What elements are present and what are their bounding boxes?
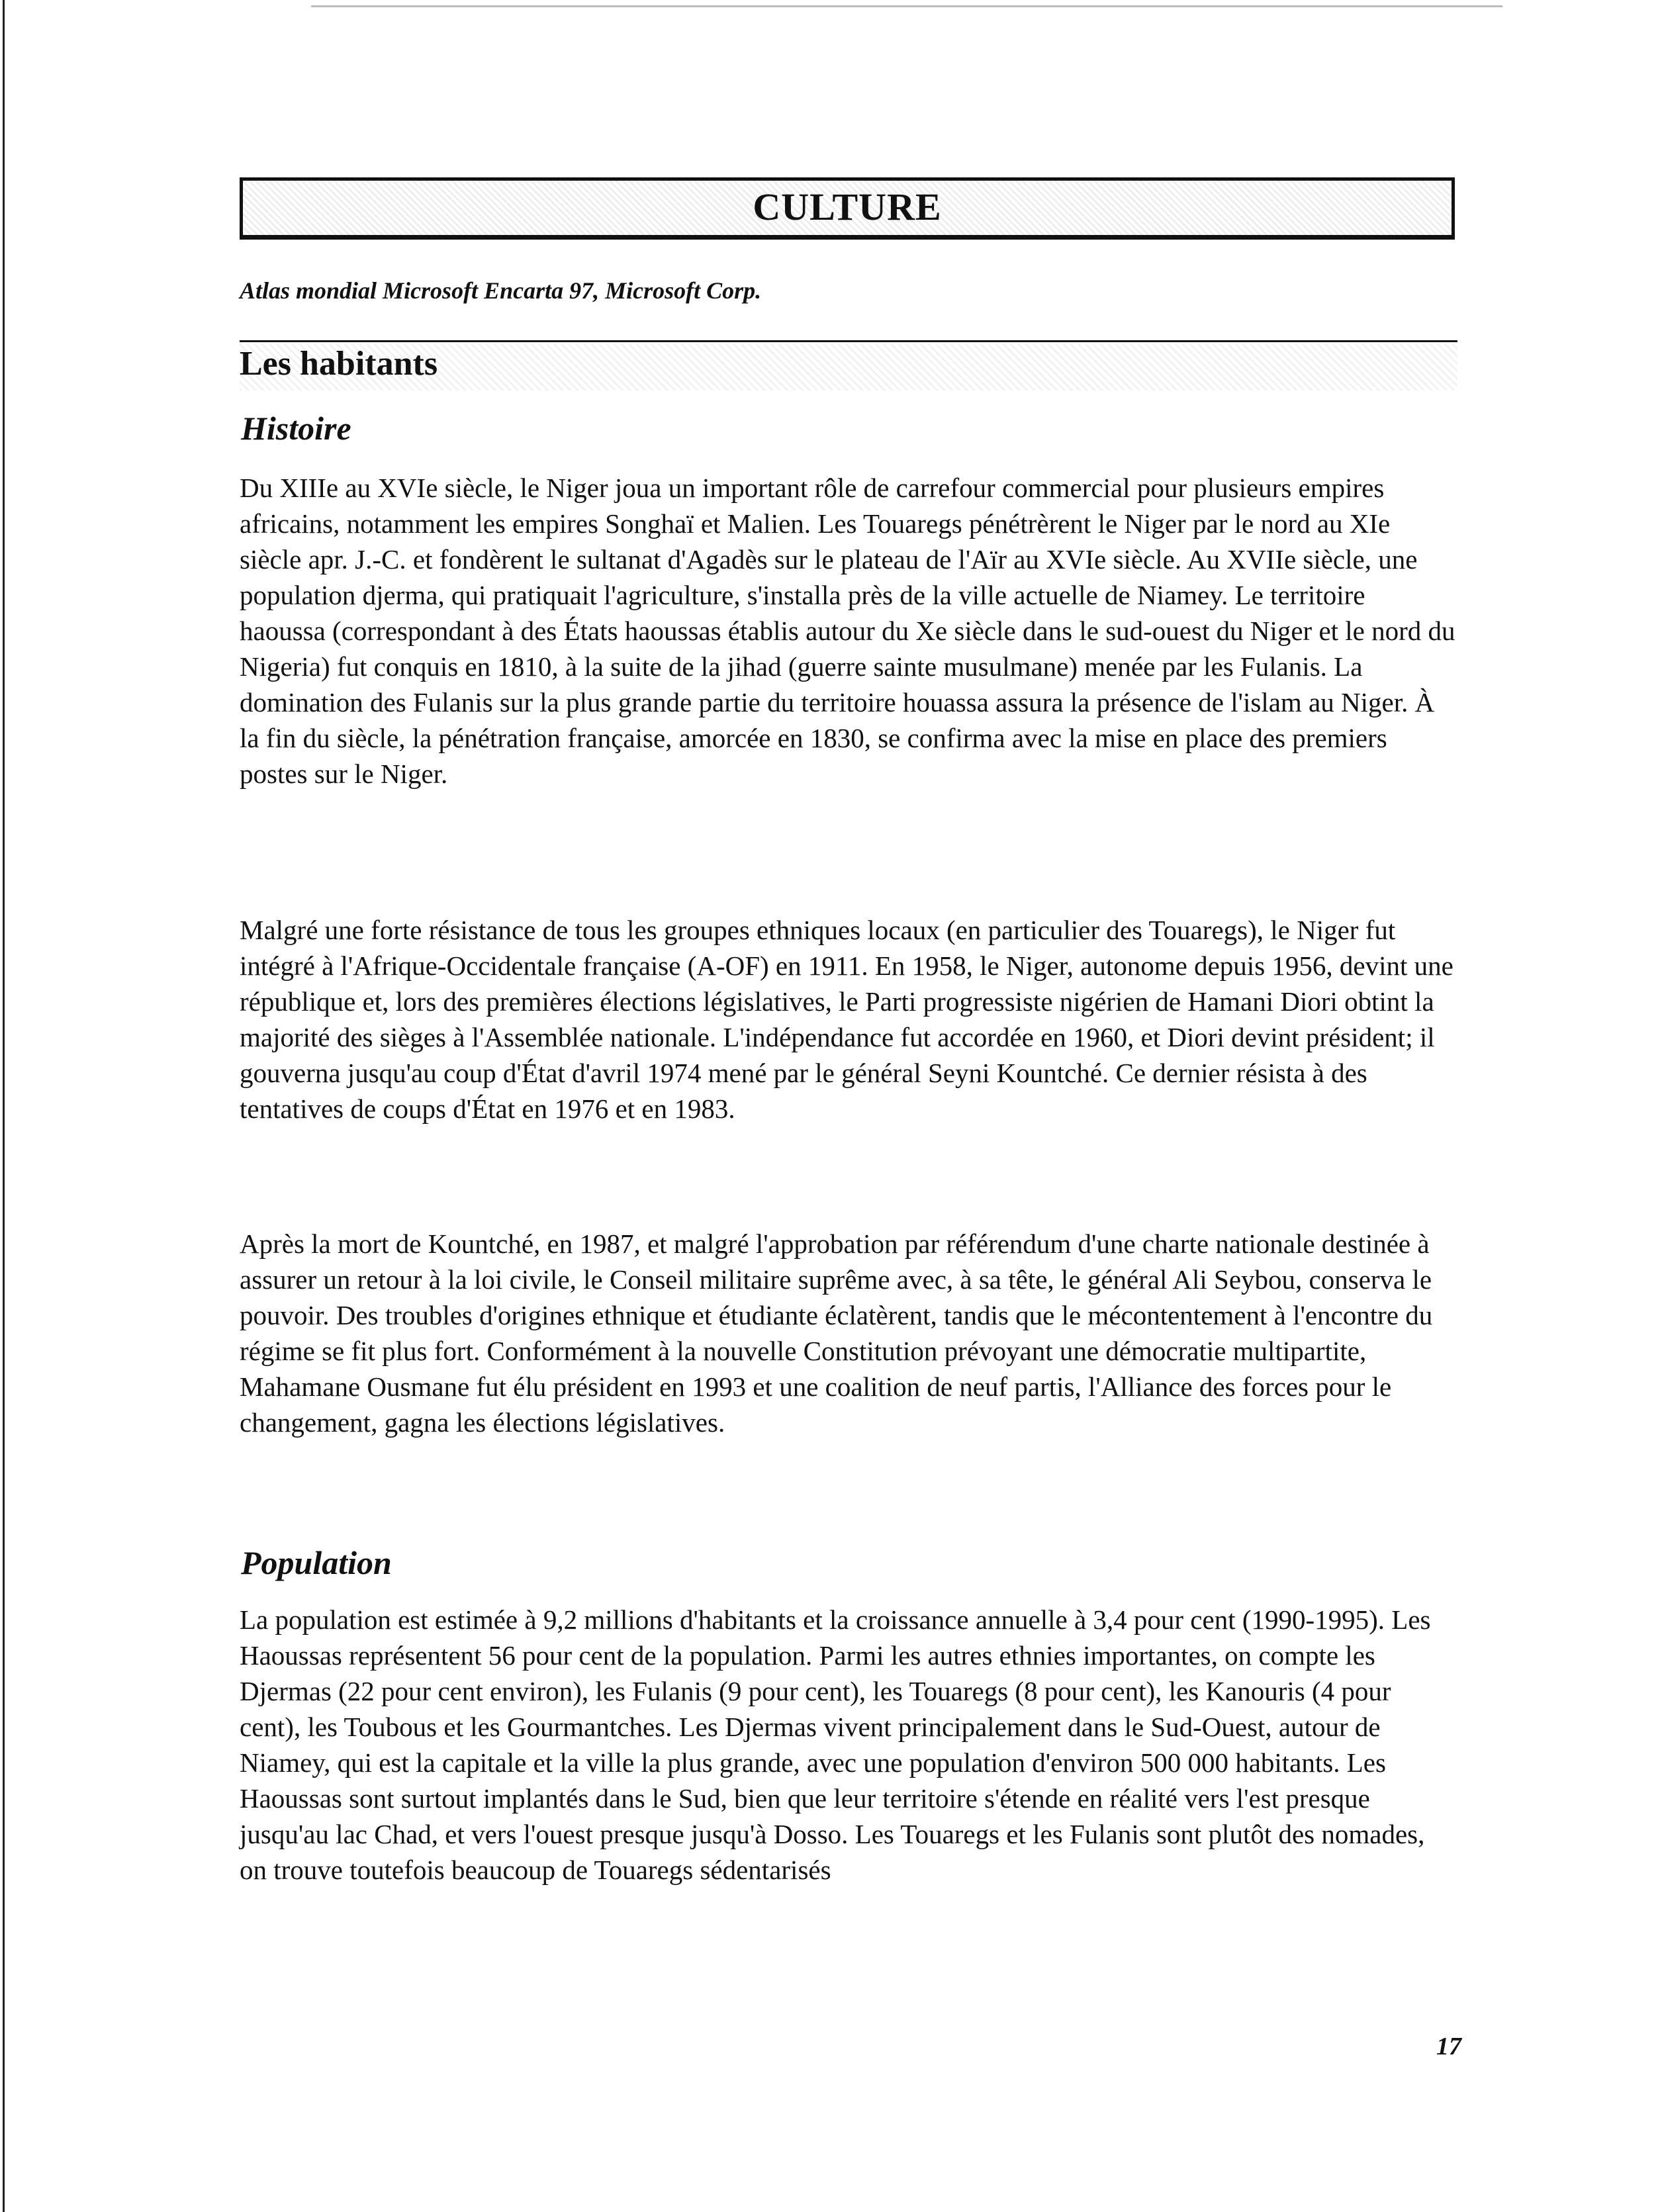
population-paragraph-1: La population est estimée à 9,2 millions d'habitants et la croissance annuelle à 3,4 pour cent (1990-1995). Les Haoussas représentent 56 pour cent de la population. Parmi les autres ethnies importantes, on compte les Djermas (22 pour cent environ), les Fulanis (9 pour cent), les Touaregs (8 pour cent), les Kanouris (4 pour cent), les Toubous et les Gourmantches. Les Djermas vivent principalement dans le Sud-Ouest, autour de Niamey, qui est la capitale et la ville la plus grande, avec une population d'environ 500 000 habitants. Les Haoussas sont surtout implantés dans le Sud, bien que leur territoire s'étende en réalité vers l'est presque jusqu'au lac Chad, et vers l'ouest presque jusqu'à Dosso. Les Touaregs et les Fulanis sont plutôt des nomades, on trouve toutefois beaucoup de Touaregs sédentarisés bbox=[240, 1604, 1431, 1885]
banner-title: CULTURE bbox=[753, 185, 942, 228]
section-title: Les habitants bbox=[240, 345, 438, 383]
page-number: 17 bbox=[1436, 2033, 1461, 2060]
history-paragraph-3: Après la mort de Kountché, en 1987, et malgré l'approbation par référendum d'une charte nationale destinée à assurer un retour à la loi civile, le Conseil militaire suprême avec, à sa tête, le général Ali Seybou, conserva le pouvoir. Des troubles d'origines ethnique et étudiante éclatèrent, tandis que le mécontentement à l'encontre du régime se fit plus fort. Conformément à la nouvelle Constitution prévoyant une démocratie multipartite, Mahamane Ousmane fut élu président en 1993 et une coalition de neuf partis, l'Alliance des forces pour le changement, gagna les élections législatives. bbox=[240, 1228, 1433, 1438]
scan-top-rule bbox=[311, 5, 1502, 7]
history-paragraph-1: Du XIIIe au XVIe siècle, le Niger joua un important rôle de carrefour commercial pour plusieurs empires africains, notamment les empires Songhaï et Malien. Les Touaregs pénétrèrent le Niger par le nord au XIe siècle apr. J.-C. et fondèrent le sultanat d'Agadès sur le plateau de l'Aïr au XVIe siècle. Au XVIIe siècle, une population djerma, qui pratiquait l'agriculture, s'installa près de la ville actuelle de Niamey. Le territoire haoussa (correspondant à des États haoussas établis autour du Xe siècle dans le sud-ouest du Niger et le nord du Nigeria) fut conquis en 1810, à la suite de la jihad (guerre sainte musulmane) menée par les Fulanis. La domination des Fulanis sur la plus grande partie du territoire houassa assura la présence de l'islam au Niger. À la fin du siècle, la pénétration française, amorcée en 1830, se confirma avec la mise en place des premiers postes sur le Niger. bbox=[240, 473, 1455, 789]
scan-left-border bbox=[3, 0, 5, 2212]
history-paragraph-2: Malgré une forte résistance de tous les groupes ethniques locaux (en particulier des Touaregs), le Niger fut intégré à l'Afrique-Occidentale française (A-OF) en 1911. En 1958, le Niger, autonome depuis 1956, devint une république et, lors des premières élections législatives, le Parti progressiste nigérien de Hamani Diori obtint la majorité des sièges à l'Assemblée nationale. L'indépendance fut accordée en 1960, et Diori devint président; il gouverna jusqu'au coup d'État d'avril 1974 mené par le général Seyni Kountché. Ce dernier résista à des tentatives de coups d'État en 1976 et en 1983. bbox=[240, 915, 1453, 1124]
source-citation: Atlas mondial Microsoft Encarta 97, Microsoft Corp. bbox=[240, 277, 762, 304]
population-heading: Population bbox=[241, 1544, 392, 1581]
history-heading: Histoire bbox=[241, 410, 351, 447]
section-divider bbox=[240, 340, 1457, 342]
culture-banner bbox=[240, 177, 1455, 240]
